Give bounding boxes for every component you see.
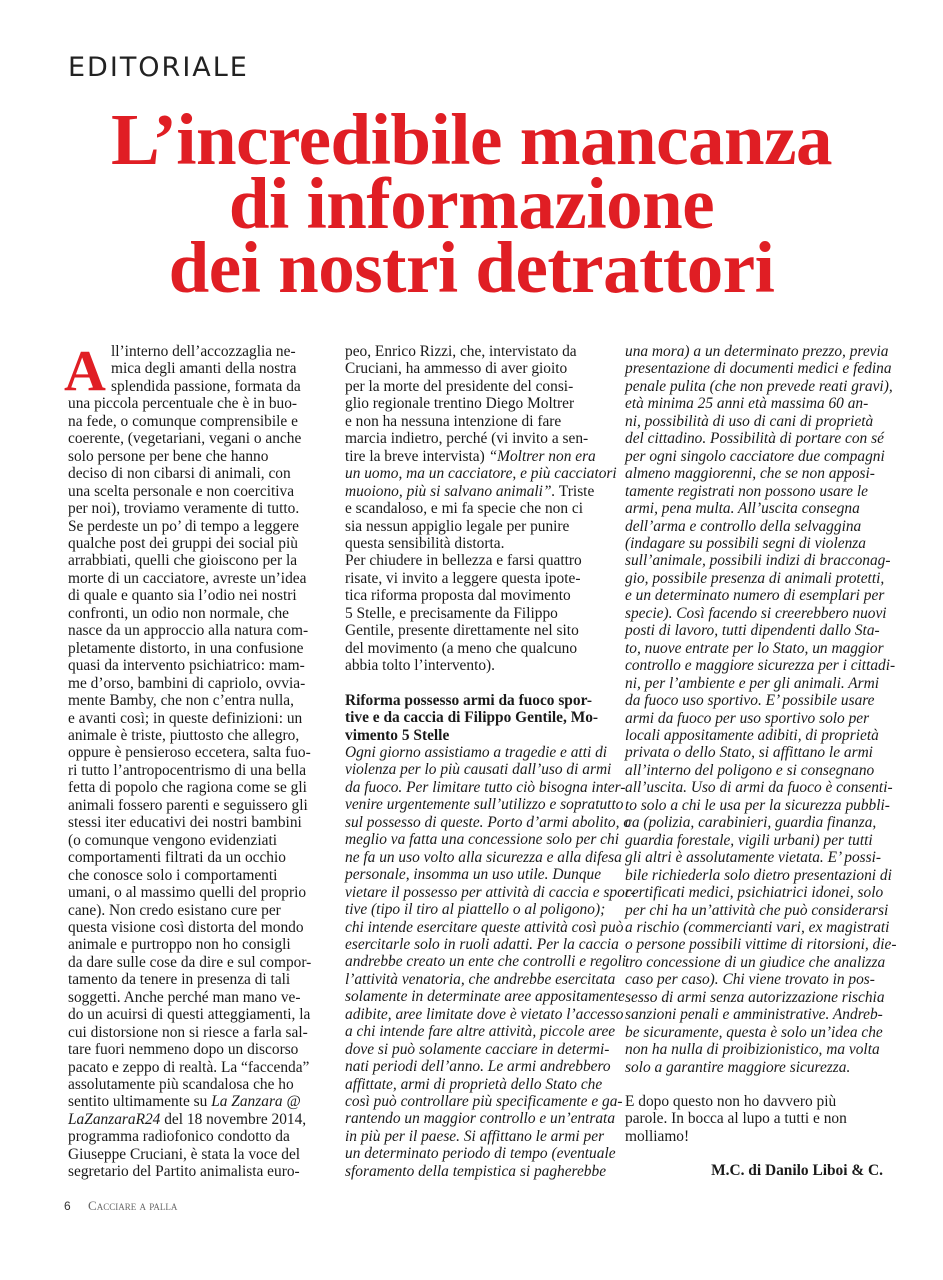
text-line: quasi da intervento psichiatrico: mam- (68, 657, 305, 675)
text-line: me d’orso, bambini di capriolo, ovvia- (68, 674, 306, 692)
text-line: glio regionale trentino Diego Moltrer (345, 395, 575, 413)
text-line: sanzioni penali e amministrative. Andreb- (625, 1006, 883, 1024)
text-line: un determinato periodo di tempo (eventuale (345, 1145, 616, 1163)
text-line: da dare sulle cose da dire e sul compor- (68, 953, 312, 971)
text-line: be sicuramente, questa è solo un’idea che (625, 1023, 883, 1041)
article-column-2 (345, 343, 636, 1180)
magazine-name: Cacciare a palla (88, 1198, 178, 1213)
text-line: to solo a chi le usa per la sicurezza pubbli- (625, 796, 890, 814)
reform-text (345, 743, 636, 1180)
text-line: na fede, o comunque comprensibile e (68, 412, 298, 430)
text-line: certificati medici, psichiatrici idonei, solo (625, 884, 884, 902)
text-line: soggetti. Anche perché man mano ve- (68, 988, 301, 1006)
text-line: pacato e zeppo di realtà. La “faccenda” (68, 1058, 310, 1076)
text-line: di quale e quanto sia l’odio nei nostri (68, 587, 297, 605)
text-line: Gentile, presente direttamente nel sito (345, 622, 579, 640)
text-line: e scandaloso, e mi fa specie che non ci (345, 500, 584, 518)
text-line: non ha nulla di proibizionistico, ma volta (625, 1041, 880, 1059)
text-line: per chi ha un’attività che può considerarsi (625, 901, 889, 919)
quote-line: muoiono, più si salvano animali”. Triste (345, 482, 595, 500)
text-line: ca (polizia, carabinieri, guardia finanza, (625, 814, 877, 832)
closing-paragraph (625, 1093, 883, 1145)
column-2-text (345, 343, 617, 675)
text-line: Cruciani, ha ammesso di aver gioito (345, 360, 568, 378)
text-line: rantendo un maggior controllo e un’entrata (345, 1110, 616, 1128)
text-line: abbia tolto l’intervento). (345, 657, 496, 675)
text-line: Per chiudere in bellezza e farsi quattro (345, 552, 582, 570)
text-line: tamente registrati non possono usare le (625, 482, 868, 500)
text-line: segretario del Partito animalista euro- (68, 1163, 300, 1181)
subhead-line: tive e da caccia di Filippo Gentile, Mo- (345, 709, 599, 727)
text-line: ni, per l’ambiente e per gli animali. Armi (625, 674, 880, 692)
text-line: così può controllare più specificamente e ga- (345, 1093, 623, 1111)
page-number: 6 (64, 1199, 71, 1213)
text-line: E dopo questo non ho davvero più (625, 1093, 837, 1111)
program-name: La Zanzara @ (211, 1093, 301, 1111)
text-line: meglio va fatta una concessione solo per chi (345, 831, 619, 849)
column-1-text (68, 343, 325, 1181)
text-line: affittate, armi di proprietà dello Stato che (345, 1075, 603, 1093)
text-line: una mora) a un determinato prezzo, previa (625, 343, 889, 360)
text-line: dell’arma e controllo della selvaggina (625, 517, 862, 535)
article-column-1 (64, 338, 325, 1181)
text-line: fetta di popolo che ragiona come se gli (68, 779, 307, 797)
text-line: ri tutto l’antropocentrismo di una bella (68, 761, 307, 779)
text-line: caso per caso). Chi viene trovato in pos- (625, 971, 875, 989)
text-line: mente Bamby, che non c’entra nulla, (68, 692, 294, 710)
text-line: guardia forestale, vigili urbani) per tutti (625, 831, 873, 849)
text-line: a rischio (commercianti vari, ex magistrati (625, 918, 890, 936)
reform-text-continued (625, 343, 897, 1076)
text-line: posti di lavoro, tutti dipendenti dallo Sta- (625, 622, 880, 640)
headline (40, 99, 903, 308)
section-label: EDITORIALE (68, 52, 249, 83)
text-line: vietare il possesso per attività di caccia e spor- (345, 883, 636, 901)
text-line: LaZanzaraR24 del 18 novembre 2014, (68, 1110, 307, 1128)
text-line: almeno maggiorenni, che se non apposi- (625, 465, 875, 483)
text-line: stessi iter educativi dei nostri bambini (68, 814, 302, 832)
text-line: ni, possibilità di uso di cani di proprietà (625, 412, 874, 430)
text-line: chi intende esercitare queste attività così può (345, 918, 624, 936)
text-line: risate, vi invito a leggere questa ipote- (345, 569, 581, 587)
text-line: solamente in determinate aree appositamente (345, 988, 625, 1006)
text-line: armi, pena multa. All’uscita consegna (625, 500, 860, 518)
text-line: tica riforma proposta dal movimento (345, 587, 571, 605)
text-line: (indagare su possibili segni di violenza (625, 534, 866, 552)
text-line: oppure è pensieroso eccetera, salta fuo- (68, 744, 311, 762)
text-line: (o comunque vengono evidenziati (68, 831, 277, 849)
text-line: sull’animale, possibili indizi di bracconag- (625, 552, 891, 570)
text-line: una piccola percentuale che è in buo- (68, 395, 298, 413)
text-line: età minima 25 anni età massima 60 an- (625, 395, 869, 413)
text-line: mica degli amanti della nostra (111, 360, 297, 378)
article-column-3 (625, 343, 897, 1180)
text-line: do un acuirsi di questi atteggiamenti, la (68, 1006, 311, 1024)
drop-cap: A (64, 338, 106, 403)
text-line: Ogni giorno assistiamo a tragedie e atti di (345, 743, 608, 761)
text-line: coerente, (vegetariani, vegani o anche (68, 430, 302, 448)
quote-line: un uomo, ma un cacciatore, e più cacciatori (345, 465, 617, 483)
text-line: per la morte del presidente del consi- (345, 377, 574, 395)
text-line: assolutamente più scandalosa che ho (68, 1076, 294, 1094)
headline-line-1: L’incredibile mancanza (110, 99, 833, 180)
text-line: controllo e maggiore sicurezza per i cittadi- (625, 657, 896, 675)
text-line: specie). Così facendo si creerebbero nuovi (625, 604, 887, 622)
text-line: cui distorsione non si riesce a farla sal- (68, 1023, 308, 1041)
text-line: in più per il paese. Si affittano le armi per (345, 1127, 605, 1145)
text-line: ne fa un uso volto alla sicurezza e alla difesa (345, 848, 622, 866)
text-line: una scelta personale e non coercitiva (68, 482, 295, 500)
text-line: e non ha nessuna intenzione di fare (345, 412, 562, 430)
text-line: sul possesso di queste. Porto d’armi abolito, o (345, 813, 632, 831)
text-line: violenza per lo più causati dall’uso di armi (345, 761, 612, 779)
text-line: presentazione di documenti medici e fedina (625, 360, 892, 378)
text-line: confronti, un odio non normale, che (68, 604, 289, 622)
text-line: all’interno del poligono e si consegnano (625, 761, 875, 779)
text-line: da fuoco uso sportivo. E’ possibile usare (625, 692, 875, 710)
text-line: 5 Stelle, e precisamente da Filippo (345, 604, 558, 622)
text-line: animale e purtroppo non ho consigli (68, 936, 291, 954)
text-line: nasce da un approccio alla natura com- (68, 622, 309, 640)
text-line: solo a garantire maggiore sicurezza. (625, 1058, 851, 1076)
text-line: all’uscita. Uso di armi da fuoco è consenti- (625, 779, 893, 797)
text-line: parole. In bocca al lupo a tutti e non (625, 1110, 847, 1128)
text-line: tamento da tenere in presenza di tali (68, 971, 291, 989)
page-footer (64, 1198, 177, 1214)
subhead-line: vimento 5 Stelle (345, 726, 450, 744)
text-line: pletamente distorto, in una confusione (68, 639, 304, 657)
text-line: peo, Enrico Rizzi, che, intervistato da (345, 343, 577, 360)
subhead-line: Riforma possesso armi da fuoco spor- (345, 691, 592, 709)
text-line: questa sensibilità distorta. (345, 534, 505, 552)
quote: “Moltrer non era (488, 447, 596, 465)
text-line: deciso di non cibarsi di animali, con (68, 465, 291, 483)
text-line: sesso di armi senza autorizzazione rischia (625, 988, 885, 1006)
text-line: sia nessun appiglio legale per punire (345, 517, 570, 535)
text-line: ll’interno dell’accozzaglia ne- (111, 343, 296, 360)
text-line: penale pulita (che non prevede reati gravi), (625, 377, 893, 395)
text-line: qualche post dei gruppi dei social più (68, 534, 298, 552)
text-line: dove si può solamente cacciare in determi- (345, 1040, 610, 1058)
text-line: comportamenti filtrati da un occhio (68, 849, 286, 867)
text-line: morte di un cacciatore, avreste un’idea (68, 569, 307, 587)
text-line: bile richiederla solo dietro presentazioni di (625, 866, 892, 884)
text-line: to, nuove entrate per lo Stato, un maggior (625, 639, 884, 657)
text-line: questa visione così distorta del mondo (68, 918, 304, 936)
text-line: esercitarle solo in ruoli adatti. Per la caccia (345, 935, 619, 953)
text-line: nati periodi dell’anno. Le armi andrebbero (345, 1058, 611, 1076)
text-line: sentito ultimamente su La Zanzara @ (68, 1093, 301, 1111)
text-line: privata o dello Stato, si affittano le armi (625, 744, 873, 762)
text-line: del movimento (a meno che qualcuno (345, 639, 578, 657)
text-line: molliamo! (625, 1127, 690, 1145)
text-line: tive (tipo il tiro al piattello o al poligono); (345, 901, 606, 919)
text-line: gio, possibile presenza di animali protetti, (625, 569, 885, 587)
text-line: venire urgentemente sull’utilizzo e sopratutto (345, 796, 624, 814)
text-line: che conosce solo i comportamenti (68, 866, 278, 884)
text-line: sforamento della tempistica si pagherebbe (345, 1162, 607, 1180)
text-line: tare fuori nemmeno dopo un discorso (68, 1041, 299, 1059)
text-line: solo persone per bene che hanno (68, 447, 269, 465)
text-line: animale è triste, piuttosto che allegro, (68, 726, 300, 744)
text-line: programma radiofonico condotto da (68, 1128, 290, 1146)
text-line: marcia indietro, perché (vi invito a sen- (345, 430, 589, 448)
text-line: e un determinato numero di esemplari per (625, 587, 885, 605)
text-line: personale, insomma un uso utile. Dunque (345, 866, 602, 884)
text-line: tire la breve intervista) “Moltrer non era (345, 447, 596, 465)
text-line: del cittadino. Possibilità di portare con sé (625, 430, 884, 448)
text-line: tro concessione di un giudice che analizza (625, 953, 886, 971)
text-line: l’attività venatoria, che andrebbe esercitata (345, 970, 616, 988)
text-line: e avanti così; in queste definizioni: un (68, 709, 303, 727)
text-line: armi da fuoco per uso sportivo solo per (625, 709, 870, 727)
text-line: gli altri è assolutamente vietata. E’ possi- (625, 849, 882, 867)
text-line: per noi), troviamo veramente di tutto. (68, 500, 300, 518)
text-line: Giuseppe Cruciani, è stata la voce del (68, 1145, 301, 1163)
program-handle: LaZanzaraR24 (68, 1110, 161, 1128)
text-line: o persone possibili vittime di ritorsioni, die- (625, 936, 897, 954)
text-line: locali appositamente adibiti, di proprietà (625, 726, 879, 744)
text-line: adibite, aree limitate dove è vietato l’accesso (345, 1005, 624, 1023)
text-line: arrabbiati, quelli che gioiscono per la (68, 552, 298, 570)
text-line: da fuoco. Per limitare tutto ciò bisogna inter- (345, 778, 626, 796)
text-line: andrebbe creato un ente che controlli e regoli (345, 953, 627, 971)
text-line: a chi intende fare altre attività, piccole aree (345, 1023, 616, 1041)
text-line: per ogni singolo cacciatore due compagni (625, 447, 885, 465)
text-line: cane). Non credo esistano cure per (68, 901, 281, 919)
headline-line-2: di informazione (228, 163, 715, 244)
headline-line-3: dei nostri detrattori (168, 227, 775, 308)
text-line: splendida passione, formata da (111, 377, 301, 395)
text-line: animali fossero parenti e seguissero gli (68, 796, 308, 814)
text-line: umani, o al massimo quelli del proprio (68, 884, 307, 902)
text-line: Se perdeste un po’ di tempo a leggere (68, 517, 299, 535)
reform-subhead (345, 692, 613, 744)
signature: M.C. di Danilo Liboi & C. (711, 1162, 883, 1180)
